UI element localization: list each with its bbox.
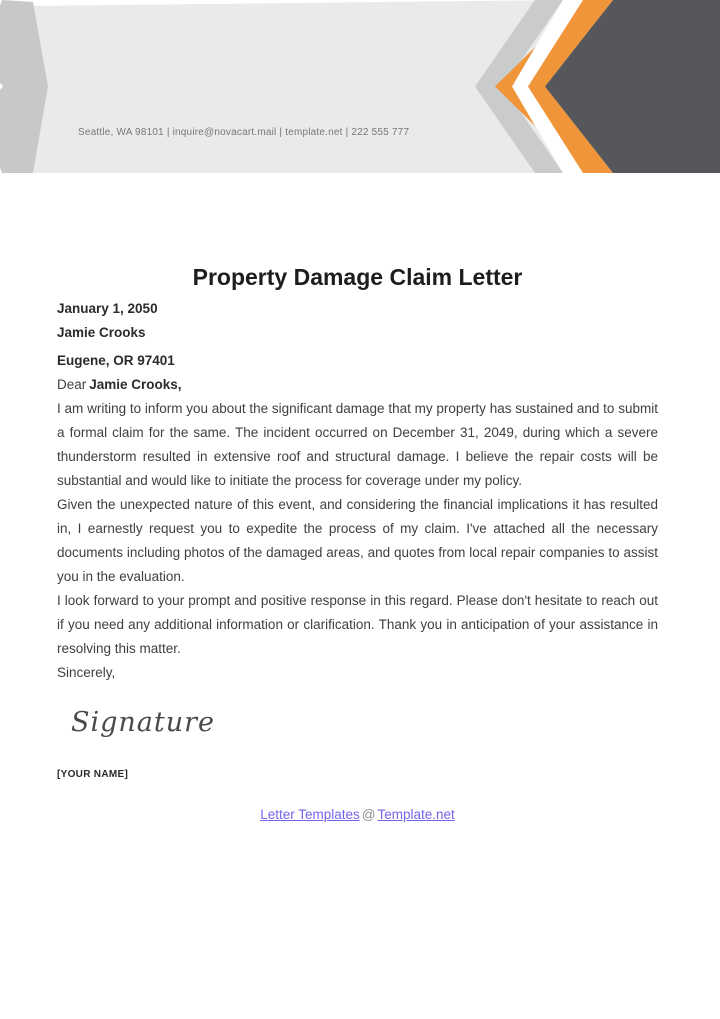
recipient-name: Jamie Crooks xyxy=(57,325,146,340)
salutation-name: Jamie Crooks, xyxy=(89,377,182,392)
letter-templates-link[interactable]: Letter Templates xyxy=(260,807,360,822)
paragraph-1: I am writing to inform you about the significant damage that my property has sustained and to submit a formal claim for the same. The incident occurred on December 31, 2049, during which a severe thunderstorm resulted in extensive roof and structural damage. I believe the repair costs will be substantial and would like to initiate the process for coverage under my policy. xyxy=(57,401,658,488)
letter-title: Property Damage Claim Letter xyxy=(192,264,523,290)
salutation-prefix: Dear xyxy=(57,377,87,392)
paragraph-2: Given the unexpected nature of this event, and considering the financial implications it has resulted in, I earnestly request you to expedite the process of my claim. I've attached all the necessary documents including photos of the damaged areas, and quotes from local repair companies to assist you in the evaluation. xyxy=(57,497,658,584)
recipient-address: Eugene, OR 97401 xyxy=(57,353,175,368)
closing: Sincerely, xyxy=(57,665,116,680)
contact-info: Seattle, WA 98101 | inquire@novacart.mail | template.net | 222 555 777 xyxy=(78,127,410,138)
signature-script: Signature xyxy=(71,707,216,738)
salutation xyxy=(57,373,658,397)
footer-at-separator: @ xyxy=(361,807,376,822)
template-net-link[interactable]: Template.net xyxy=(377,807,455,822)
letter-body xyxy=(57,264,658,827)
letter-date: January 1, 2050 xyxy=(57,301,158,316)
signer-name-placeholder: [YOUR NAME] xyxy=(57,769,129,780)
letterhead xyxy=(0,0,720,173)
footer-attribution xyxy=(57,803,658,827)
paragraph-3: I look forward to your prompt and positive response in this regard. Please don't hesitate to reach out if you need any additional information or clarification. Thank you in anticipation of your assistance in resolving this matter. xyxy=(57,593,658,656)
